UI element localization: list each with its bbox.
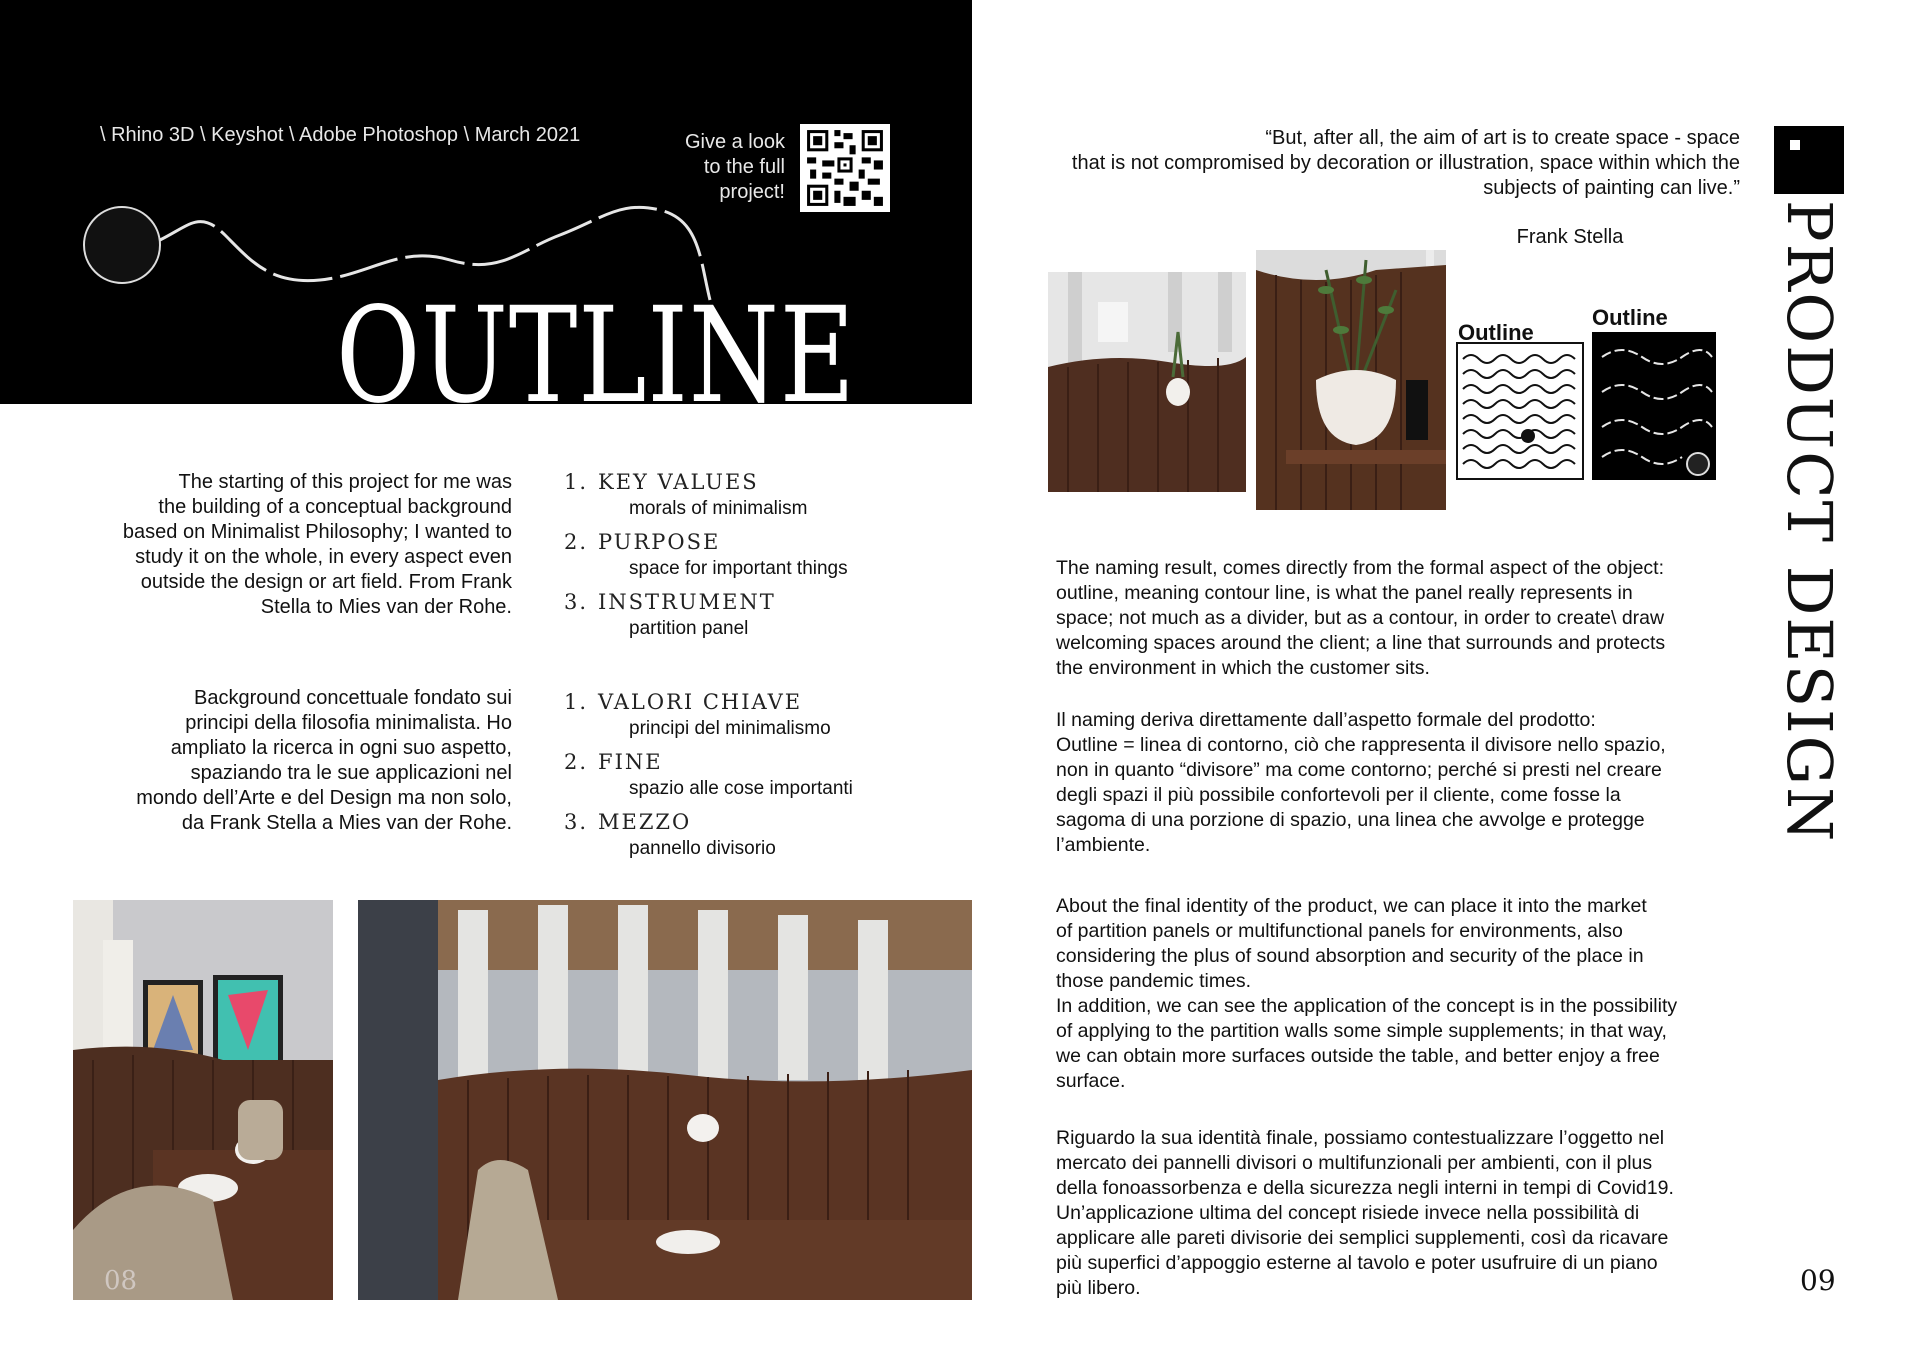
intro-line: Stella to Mies van der Rohe. [260, 596, 512, 618]
value-heading [564, 530, 924, 554]
value-number: 3. [564, 590, 589, 614]
value-number: 2. [564, 530, 589, 554]
values-list-italian [564, 690, 924, 870]
naming-paragraph-english [1056, 556, 1756, 681]
text-line: più libero. [1056, 1277, 1141, 1299]
text-line: About the final identity of the product, we can place it into the market [1056, 895, 1647, 917]
quote [1020, 126, 1740, 201]
sketch-label-white: Outline [1458, 320, 1534, 345]
intro-line: the building of a conceptual background [158, 496, 512, 518]
value-number: 1. [564, 470, 589, 494]
project-title: OUTLINE [336, 279, 856, 433]
square-dot-mark [1790, 140, 1800, 150]
text-line: those pandemic times. [1056, 970, 1252, 992]
value-item [564, 810, 924, 870]
intro-line: mondo dell’Arte e del Design ma non solo, [136, 787, 512, 809]
text-line: welcoming spaces around the client; a line that surrounds and protects [1056, 632, 1666, 654]
text-line: mercato dei pannelli divisori o multifunzionali per ambienti, con il plus [1056, 1152, 1653, 1174]
value-number: 2. [564, 750, 589, 774]
text-line: the environment in which the customer sits. [1056, 657, 1430, 679]
intro-english [92, 470, 512, 620]
intro-line: spaziando tra le sue applicazioni nel [190, 762, 512, 784]
text-line: we can obtain more surfaces outside the table, and better enjoy a free [1056, 1045, 1660, 1067]
render-photo-plant-shelf [1256, 250, 1446, 510]
value-item [564, 690, 924, 750]
value-title: KEY VALUES [598, 470, 759, 494]
text-line: degli spazi il più possibile confortevoli per il cliente, come fosse la [1056, 784, 1621, 806]
page-number-left: 08 [104, 1266, 138, 1296]
value-description: morals of minimalism [629, 498, 808, 519]
text-line: applicare alle pareti divisorie dei semplici supplementi, così da ricavare [1056, 1227, 1669, 1249]
value-title: VALORI CHIAVE [598, 690, 803, 714]
identity-paragraph-italian [1056, 1126, 1756, 1301]
quote-line: subjects of painting can live.” [1483, 177, 1740, 199]
value-item [564, 530, 924, 590]
value-heading [564, 470, 924, 494]
black-square-mark [1774, 126, 1844, 194]
intro-line: based on Minimalist Philosophy; I wanted to [122, 521, 512, 543]
qr-caption-line: Give a look [684, 131, 785, 153]
qr-caption [660, 130, 785, 205]
intro-line: Background concettuale fondato sui [194, 687, 512, 709]
render-photo-restaurant-corner [73, 900, 333, 1300]
value-title: INSTRUMENT [598, 590, 776, 614]
text-line: of partition panels or multifunctional panels for environments, also [1056, 920, 1623, 942]
value-title: MEZZO [598, 810, 692, 834]
intro-line: outside the design or art field. From Frank [140, 571, 512, 593]
page-number-right: 09 [1800, 1264, 1836, 1297]
intro-line: principi della filosofia minimalista. Ho [185, 712, 512, 734]
text-line: outline, meaning contour line, is what the panel really represents in [1056, 582, 1633, 604]
outline-sketch-black [1592, 332, 1716, 480]
value-heading [564, 750, 924, 774]
text-line: l’ambiente. [1056, 834, 1151, 856]
value-heading [564, 810, 924, 834]
text-line: of applying to the partition walls some simple supplements; in that way, [1056, 1020, 1667, 1042]
intro-italian [92, 686, 512, 836]
value-description: partition panel [629, 618, 749, 639]
intro-line: ampliato la ricerca in ogni suo aspetto, [170, 737, 512, 759]
render-photo-panel-detail [1048, 272, 1246, 492]
software-and-date: \ Rhino 3D \ Keyshot \ Adobe Photoshop \ March 2021 [100, 124, 581, 146]
quote-line: “But, after all, the aim of art is to create space - space [1265, 127, 1740, 149]
vertical-section-title [1774, 200, 1844, 1040]
text-line: space; not much as a divider, but as a contour, in order to create\ draw [1056, 607, 1665, 629]
text-line: più superfici d’appoggio esterne al tavolo e poter usufruire di un piano [1056, 1252, 1658, 1274]
text-line: sagoma di una porzione di spazio, una linea che avvolge e protegge [1056, 809, 1645, 831]
value-title: FINE [598, 750, 663, 774]
value-description: space for important things [629, 558, 848, 579]
sketch-label-black: Outline [1592, 305, 1668, 330]
text-line: Outline = linea di contorno, ciò che rappresenta il divisore nello spazio, [1056, 734, 1666, 756]
value-description: principi del minimalismo [629, 718, 831, 739]
identity-paragraph-english [1056, 894, 1756, 1094]
intro-line: da Frank Stella a Mies van der Rohe. [181, 812, 512, 834]
intro-line: study it on the whole, in every aspect even [135, 546, 512, 568]
outline-circle-mark [84, 207, 160, 283]
value-description: pannello divisorio [629, 838, 776, 859]
quote-line: that is not compromised by decoration or illustration, space within which the [1071, 152, 1740, 174]
value-number: 1. [564, 690, 589, 714]
text-line: della fonoassorbenza e della sicurezza negli interni in tempi di Covid19. [1056, 1177, 1674, 1199]
naming-paragraph-italian [1056, 708, 1756, 858]
value-number: 3. [564, 810, 589, 834]
text-line: In addition, we can see the application of the concept is in the possibility [1056, 995, 1678, 1017]
value-item [564, 750, 924, 810]
qr-caption-line: project! [719, 181, 785, 203]
value-title: PURPOSE [598, 530, 721, 554]
section-title-text: PRODUCT DESIGN [1773, 200, 1846, 844]
outline-sketch-white [1456, 342, 1584, 480]
qr-caption-line: to the full [703, 156, 785, 178]
text-line: non in quanto “divisore” ma come contorno; perché si presti nel creare [1056, 759, 1662, 781]
intro-line: The starting of this project for me was [178, 471, 512, 493]
quote-author: Frank Stella [1516, 226, 1624, 248]
text-line: The naming result, comes directly from the formal aspect of the object: [1056, 557, 1665, 579]
render-photo-restaurant-wall [358, 900, 972, 1300]
text-line: considering the plus of sound absorption and security of the place in [1056, 945, 1644, 967]
values-list-english [564, 470, 924, 650]
text-line: surface. [1056, 1070, 1126, 1092]
value-heading [564, 590, 924, 614]
value-item [564, 470, 924, 530]
text-line: Un’applicazione ultima del concept risiede invece nella possibilità di [1056, 1202, 1640, 1224]
value-heading [564, 690, 924, 714]
qr-code-icon[interactable] [800, 124, 890, 212]
value-item [564, 590, 924, 650]
value-description: spazio alle cose importanti [629, 778, 853, 799]
text-line: Riguardo la sua identità finale, possiamo contestualizzare l’oggetto nel [1056, 1127, 1665, 1149]
text-line: Il naming deriva direttamente dall’aspetto formale del prodotto: [1056, 709, 1596, 731]
